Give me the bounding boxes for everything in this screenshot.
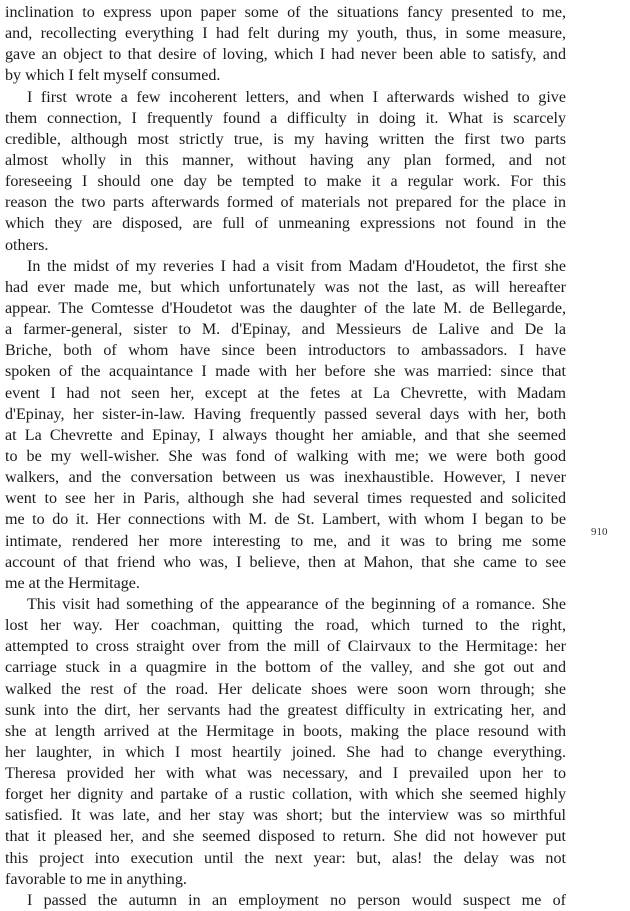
text-line: me at the Hermitage. [5,574,140,592]
text-line: I passed the autumn in an employment no person would suspect me of [27,891,566,909]
text-line: and, recollecting everything I had felt during my youth, thus, in some measure, [5,25,566,43]
text-line: had ever made me, but which unfortunately was not the last, as will hereafter [5,278,566,296]
text-line: almost wholly in this manner, without having any plan formed, and not [5,151,566,169]
text-line: credible, although most strictly true, is my having written the first two parts [5,130,566,148]
text-line: favorable to me in anything. [5,870,187,888]
text-line: which they are disposed, are full of unmeaning expressions not found in the [5,215,566,233]
text-line: satisfied. It was late, and her stay was short; but the interview was so mirthful [5,807,566,825]
paragraph-5 [5,890,566,911]
text-line: she at length arrived at the Hermitage in boots, making the place resound with [5,722,566,740]
text-line: to be my well-wisher. She was fond of walking with me; we were both good [5,447,566,465]
text-line: appear. The Comtesse d'Houdetot was the daughter of the late M. de Bellegarde, [5,299,566,317]
text-line: carriage stuck in a quagmire in the bottom of the valley, and she got out and [5,659,566,677]
text-line: them connection, I frequently found a difficulty in doing it. What is scarcely [5,109,566,127]
text-line: went to see her in Paris, although she had several times requested and solicited [5,490,566,508]
text-line: gave an object to that desire of loving, which I had never been able to satisfy, and [5,46,566,64]
text-line: reason the two parts afterwards formed of materials not prepared for the place in [5,194,566,212]
text-line: that it pleased her, and she seemed disposed to return. She did not however put [5,828,566,846]
paragraph-2 [5,87,566,256]
text-line: me to do it. Her connections with M. de St. Lambert, with whom I began to be [5,511,566,529]
text-line: walkers, and the conversation between us was inexhaustible. However, I never [5,469,566,487]
paragraph-4 [5,594,566,890]
page-number: 910 [591,526,608,538]
text-line: sunk into the dirt, her servants had the greatest difficulty in extricating her, and [5,701,566,719]
paragraph-1 [5,2,566,87]
text-line: event I had not seen her, except at the fetes at La Chevrette, with Madam [5,384,566,402]
document-page [5,2,566,911]
text-line: walked the rest of the road. Her delicate shoes were soon worn through; she [5,680,566,698]
text-line: at La Chevrette and Epinay, I always thought her amiable, and that she seemed [5,426,566,444]
text-line: Briche, both of whom have since been introductors to ambassadors. I have [5,342,566,360]
text-line: her laughter, in which I most heartily joined. She had to change everything. [5,743,566,761]
text-line: Theresa provided her with what was necessary, and I prevailed upon her to [5,765,566,783]
text-line: d'Epinay, her sister-in-law. Having frequently passed several days with her, both [5,405,566,423]
text-line: I first wrote a few incoherent letters, and when I afterwards wished to give [27,88,566,106]
text-line: spoken of the acquaintance I made with her before she was married: since that [5,363,566,381]
text-line: intimate, rendered her more interesting to me, and it was to bring me some [5,532,566,550]
text-line: inclination to express upon paper some of the situations fancy presented to me, [5,4,566,21]
paragraph-3 [5,256,566,594]
text-line: lost her way. Her coachman, quitting the road, which turned to the right, [5,617,566,635]
text-line: this project into execution until the next year: but, alas! the delay was not [5,849,566,867]
text-line: forget her dignity and partake of a rustic collation, with which she seemed highly [5,786,566,804]
text-line: by which I felt myself consumed. [5,67,221,85]
text-line: This visit had something of the appearance of the beginning of a romance. She [27,595,566,613]
text-line: account of that friend who was, I believe, then at Mahon, that she came to see [5,553,566,571]
text-line: attempted to cross straight over from the mill of Clairvaux to the Hermitage: her [5,638,566,656]
text-line: others. [5,236,49,254]
text-line: foreseeing I should one day be tempted to make it a regular work. For this [5,173,566,191]
text-line: In the midst of my reveries I had a visit from Madam d'Houdetot, the first she [27,257,566,275]
text-line: a farmer-general, sister to M. d'Epinay, and Messieurs de Lalive and De la [5,321,566,339]
